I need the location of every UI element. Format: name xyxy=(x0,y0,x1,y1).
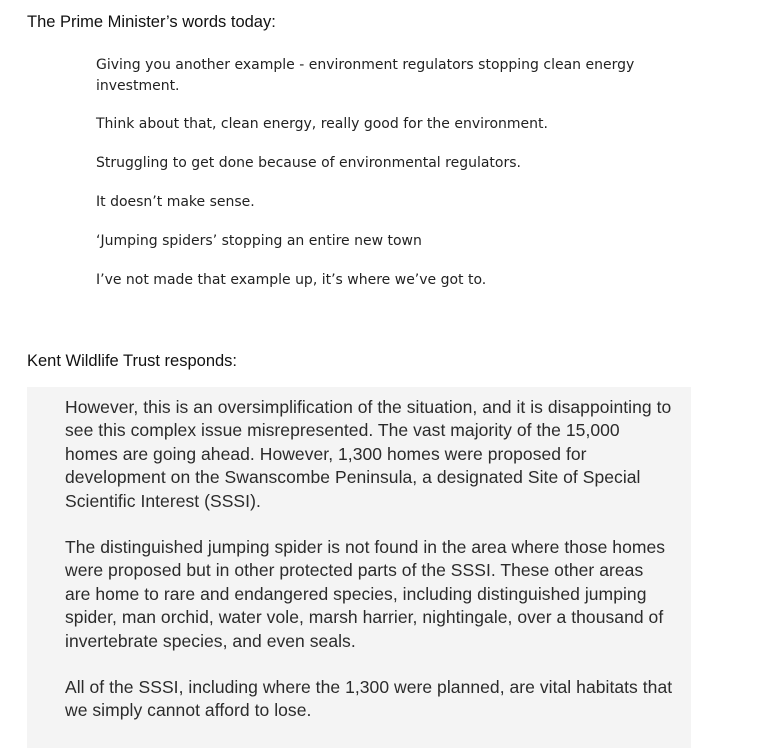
pm-quote-line: It doesn’t make sense. xyxy=(96,194,255,210)
pm-quote-block xyxy=(96,55,656,309)
kwt-response-box xyxy=(27,387,691,748)
pm-quote-line: Struggling to get done because of environmental regulators. xyxy=(96,155,521,171)
kwt-response-paragraph: However, this is an oversimplification of the situation, and it is disappointing to see this complex issue misrepresented. The vast majority of the 15,000 homes are going ahead. However, 1,300 homes were proposed for development on the Swanscombe Peninsula, a designated Site of Special Scientific Interest (SSSI). xyxy=(65,397,672,511)
pm-quote-line: Giving you another example - environment regulators stopping clean energy investment. xyxy=(96,57,635,94)
pm-section-heading: The Prime Minister’s words today: xyxy=(27,13,276,31)
pm-quote-line: ‘Jumping spiders’ stopping an entire new town xyxy=(96,233,422,249)
pm-quote-line: Think about that, clean energy, really good for the environment. xyxy=(96,116,548,132)
kwt-section-heading: Kent Wildlife Trust responds: xyxy=(27,352,238,370)
kwt-response-paragraph: All of the SSSI, including where the 1,300 were planned, are vital habitats that we simply cannot afford to lose. xyxy=(65,677,673,721)
pm-quote-line: I’ve not made that example up, it’s where we’ve got to. xyxy=(96,272,487,288)
kwt-response-paragraph: The distinguished jumping spider is not found in the area where those homes were proposed but in other protected parts of the SSSI. These other areas are home to rare and endangered species, including distinguished jumping spider, man orchid, water vole, marsh harrier, nightingale, over a thousand of invertebrate species, and even seals. xyxy=(65,537,666,651)
